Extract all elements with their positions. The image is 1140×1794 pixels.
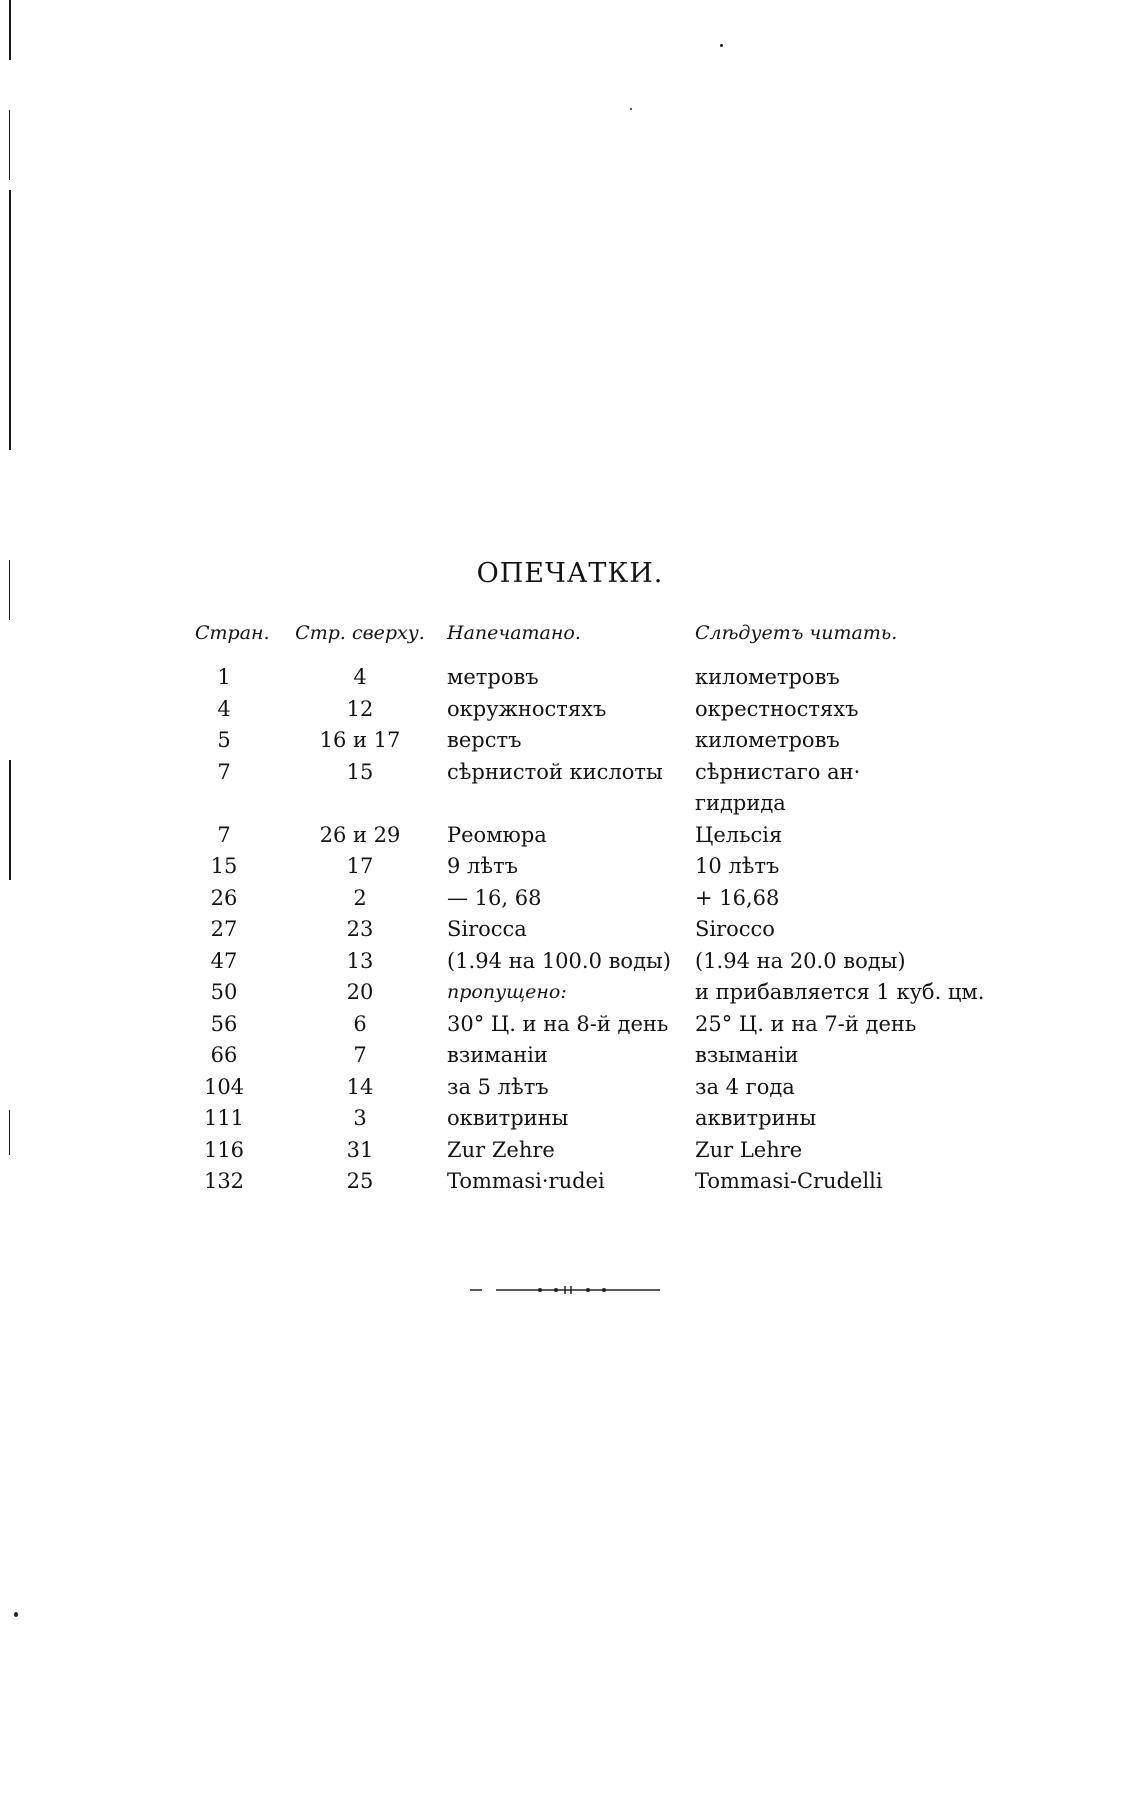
- cell-page: 66: [210, 1043, 238, 1067]
- cell-printed: сѣрнистой кислоты: [447, 759, 663, 784]
- cell-line: 4: [353, 665, 367, 689]
- table-row: [195, 757, 955, 789]
- table-row: [195, 914, 955, 946]
- table-row: [195, 1166, 955, 1198]
- scan-speck: [630, 108, 632, 110]
- cell-read: Sirocco: [695, 917, 775, 941]
- cell-line: 16 и 17: [319, 728, 401, 752]
- table-row: [195, 1072, 955, 1104]
- cell-line: 31: [346, 1137, 374, 1162]
- cell-printed: 9 лѣтъ: [447, 854, 519, 878]
- table-row: [195, 883, 955, 915]
- scan-margin-line: [9, 760, 11, 880]
- cell-printed: 30° Ц. и на 8-й день: [447, 1011, 669, 1036]
- cell-page: 56: [210, 1011, 238, 1036]
- column-header-line: Стр. сверху.: [295, 622, 425, 644]
- cell-printed: верстъ: [447, 728, 522, 752]
- table-header: [195, 618, 955, 662]
- cell-read: за 4 года: [695, 1074, 795, 1099]
- cell-line: 15: [346, 759, 374, 784]
- cell-page: 132: [203, 1169, 245, 1193]
- cell-read: Цельсія: [695, 822, 783, 847]
- cell-line: 6: [353, 1011, 367, 1036]
- cell-printed: окружностяхъ: [447, 696, 607, 721]
- table-row: [195, 788, 955, 820]
- table-row: [195, 1009, 955, 1041]
- table-row: [195, 977, 985, 1009]
- cell-page: 27: [210, 917, 238, 941]
- cell-printed: — 16, 68: [447, 885, 542, 910]
- table-row: [195, 1103, 955, 1135]
- scan-speck: [14, 1612, 18, 1617]
- cell-page: 50: [210, 980, 238, 1004]
- cell-printed: Реомюра: [447, 822, 547, 847]
- cell-page: 47: [210, 948, 238, 973]
- cell-read: окрестностяхъ: [695, 696, 859, 721]
- page-title: ОПЕЧАТКИ.: [476, 558, 664, 590]
- cell-line: 20: [346, 980, 374, 1004]
- cell-printed: пропущено:: [447, 981, 567, 1003]
- cell-page: 7: [217, 759, 231, 784]
- cell-page: 7: [217, 822, 231, 847]
- scan-margin-line: [9, 110, 10, 180]
- cell-read: гидрида: [695, 791, 786, 815]
- cell-line: 3: [353, 1106, 367, 1130]
- table-row: [195, 820, 955, 852]
- errata-table: [195, 618, 985, 1198]
- cell-line: 14: [346, 1074, 374, 1099]
- table-row: [195, 946, 955, 978]
- cell-read: (1.94 на 20.0 воды): [695, 948, 906, 973]
- scan-margin-line: [9, 1110, 10, 1155]
- cell-page: 15: [210, 854, 238, 878]
- cell-page: 116: [203, 1137, 245, 1162]
- cell-line: 2: [353, 885, 367, 910]
- scan-margin-line: [9, 190, 11, 450]
- cell-printed: взиманіи: [447, 1043, 548, 1067]
- cell-line: 17: [346, 854, 374, 878]
- cell-printed: метровъ: [447, 665, 539, 689]
- table-row: [195, 1040, 955, 1072]
- cell-page: 1: [217, 665, 231, 689]
- cell-line: 25: [346, 1169, 374, 1193]
- cell-read: взыманіи: [695, 1043, 799, 1067]
- cell-page: 111: [203, 1106, 245, 1130]
- cell-read: 10 лѣтъ: [695, 854, 780, 878]
- cell-page: 104: [203, 1074, 245, 1099]
- cell-page: 5: [217, 728, 231, 752]
- cell-line: 23: [346, 917, 374, 941]
- cell-read: и прибавляется 1 куб. цм.: [695, 980, 985, 1004]
- table-row: [195, 851, 955, 883]
- cell-read: аквитрины: [695, 1106, 817, 1130]
- cell-page: 26: [210, 885, 238, 910]
- cell-line: 13: [346, 948, 374, 973]
- table-row: [195, 1135, 955, 1167]
- cell-read: 25° Ц. и на 7-й день: [695, 1011, 917, 1036]
- column-header-printed: Напечатано.: [447, 622, 581, 644]
- cell-printed: оквитрины: [447, 1106, 569, 1130]
- cell-line: 7: [353, 1043, 367, 1067]
- cell-read: сѣрнистаго ан·: [695, 759, 861, 784]
- cell-printed: Sirocca: [447, 917, 527, 941]
- table-row: [195, 694, 955, 726]
- cell-printed: (1.94 на 100.0 воды): [447, 948, 671, 973]
- scan-margin-line: [9, 0, 11, 60]
- cell-line: 12: [346, 696, 374, 721]
- cell-printed: Tommasi·rudei: [447, 1169, 605, 1193]
- cell-read: Tommasi-Crudelli: [695, 1169, 883, 1193]
- cell-read: + 16,68: [695, 885, 780, 910]
- end-ornament: [470, 1286, 660, 1294]
- cell-printed: за 5 лѣтъ: [447, 1074, 549, 1099]
- column-header-read: Слѣдуетъ читать.: [695, 622, 898, 644]
- table-row: [195, 725, 955, 757]
- table-row: [195, 662, 955, 694]
- cell-read: Zur Lehre: [695, 1137, 803, 1162]
- cell-page: 4: [217, 696, 231, 721]
- cell-read: километровъ: [695, 728, 840, 752]
- scan-speck: [720, 44, 723, 47]
- cell-line: 26 и 29: [319, 822, 401, 847]
- column-header-page: Стран.: [195, 622, 270, 644]
- cell-printed: Zur Zehre: [447, 1137, 555, 1162]
- cell-read: километровъ: [695, 665, 840, 689]
